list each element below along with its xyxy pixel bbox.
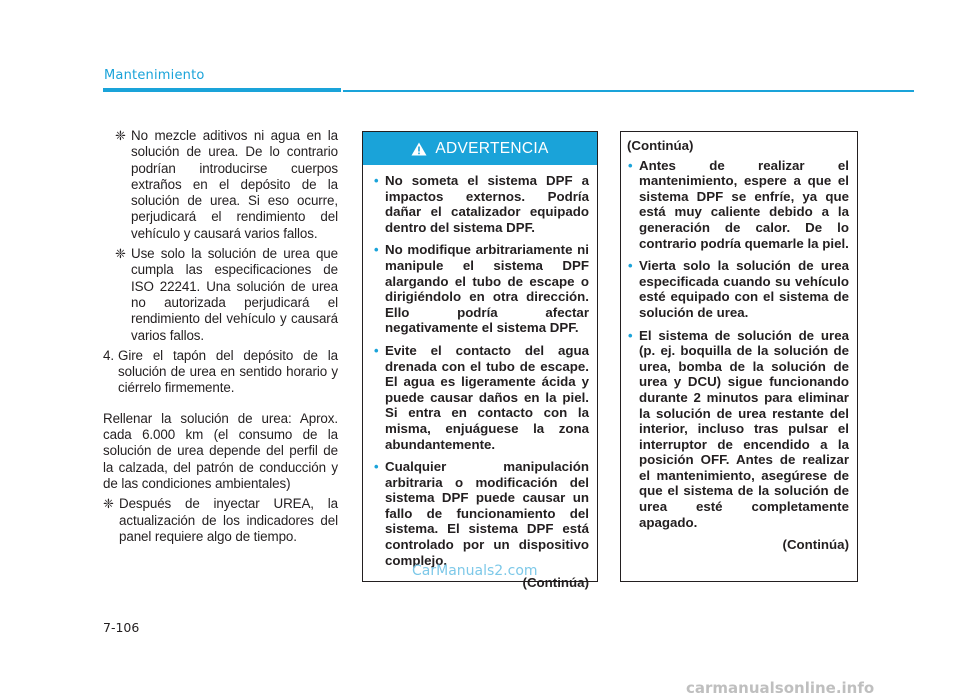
note-item — [103, 496, 338, 545]
warning-body — [363, 165, 597, 591]
watermark: CarManuals2.com — [412, 563, 538, 579]
continued-body — [621, 132, 857, 553]
header-rule-thick — [103, 88, 341, 92]
bullet-dot-icon: • — [628, 157, 633, 173]
note-item — [115, 246, 338, 344]
note-item — [115, 128, 338, 242]
continued-box — [620, 131, 858, 582]
continued-heading: (Continúa) — [627, 138, 694, 153]
header-rule-thin — [343, 90, 914, 92]
note-symbol: ❈ — [115, 246, 126, 262]
warning-bullet — [373, 343, 589, 452]
continues-label: (Continúa) — [782, 537, 849, 553]
bullet-dot-icon: • — [374, 173, 379, 188]
step-text: Gire el tapón del depósito de la solución de urea en sentido horario y ciérrelo firmemente. — [118, 347, 338, 396]
note-symbol: ❈ — [103, 496, 114, 512]
bullet-dot-icon: • — [374, 459, 379, 475]
bullet-dot-icon: • — [628, 258, 633, 274]
warning-bullet-text: No someta el sistema DPF a impactos externos. Podría dañar el catalizador equipado dentro del sistema DPF. — [385, 173, 589, 235]
warning-box — [362, 131, 598, 591]
note-symbol: ❈ — [115, 128, 126, 143]
warning-title: ADVERTENCIA — [435, 139, 549, 157]
warning-bullet — [373, 242, 589, 336]
bullet-dot-icon: • — [374, 242, 379, 258]
warning-header — [363, 132, 597, 165]
note-text: No mezcle aditivos ni agua en la solución de urea. De lo contrario podrían introducirse cuerpos extraños en el depósito de la solución de urea. Si eso ocurre, perjudicará el rendimiento del vehículo y causará varios fallos. — [131, 128, 338, 241]
note-text: Use solo la solución de urea que cumpla las especificaciones de ISO 22241. Una solución de urea no autorizada perjudicará el rendimiento del vehículo y causará varios fallos. — [131, 246, 338, 343]
continues-label: (Continúa) — [522, 575, 589, 591]
continued-bullet — [627, 258, 849, 320]
continued-bullet-text: El sistema de solución de urea (p. ej. boquilla de la solución de urea, bomba de la solución de urea y DCU) sigue funcionando durante 2 minutos para eliminar la solución de urea restante del interior, incluso tras pulsar el interruptor de encendido a la posición OFF. Antes de realizar el mantenimiento, asegúrese de que el sistema de la solución de urea esté completamente apagado. — [639, 327, 849, 530]
bullet-dot-icon: • — [374, 342, 379, 358]
warning-bullet-text: Evite el contacto del agua drenada con el tubo de escape. El agua es ligeramente ácida y puede causar daños en la piel. Si entra en contacto con la misma, enjuáguese la zona abundantemente. — [385, 342, 589, 452]
continued-bullet-text: Vierta solo la solución de urea especificada cuando su vehículo esté equipado con el sistema de solución de urea. — [639, 258, 849, 320]
continued-bullet-text: Antes de realizar el mantenimiento, espere a que el sistema DPF se enfríe, ya que está muy caliente debido a la generación de calor. De lo contrario podría quemarle la piel. — [639, 157, 849, 251]
page-number: 7-106 — [103, 620, 140, 635]
footer-watermark: carmanualsonline.info — [686, 679, 875, 697]
step-number: 4. — [103, 347, 114, 363]
warning-triangle-icon — [411, 142, 427, 156]
warning-bullet — [373, 173, 589, 235]
left-column — [103, 128, 338, 549]
continued-bullet — [627, 328, 849, 531]
step-item — [103, 348, 338, 397]
refill-paragraph: Rellenar la solución de urea: Aprox. cada 6.000 km (el consumo de la solución de urea depende del perfil de la calzada, del patrón de conducción y de las condiciones ambientales) — [103, 410, 338, 491]
warning-bullet — [373, 459, 589, 568]
warning-bullet-text: Cualquier manipulación arbitraria o modificación del sistema DPF puede causar un fallo de funcionamiento del sistema. El sistema DPF está controlado por un dispositivo complejo. — [385, 459, 589, 568]
note-text: Después de inyectar UREA, la actualización de los indicadores del panel requiere algo de tiempo. — [119, 496, 338, 544]
section-title: Mantenimiento — [104, 68, 205, 83]
bullet-dot-icon: • — [628, 327, 633, 343]
warning-bullet-text: No modifique arbitrariamente ni manipule el sistema DPF alargando el tubo de escape o dirigiéndolo en otra dirección. Ello podría afectar negativamente el sistema DPF. — [385, 242, 589, 336]
continued-bullet — [627, 158, 849, 252]
